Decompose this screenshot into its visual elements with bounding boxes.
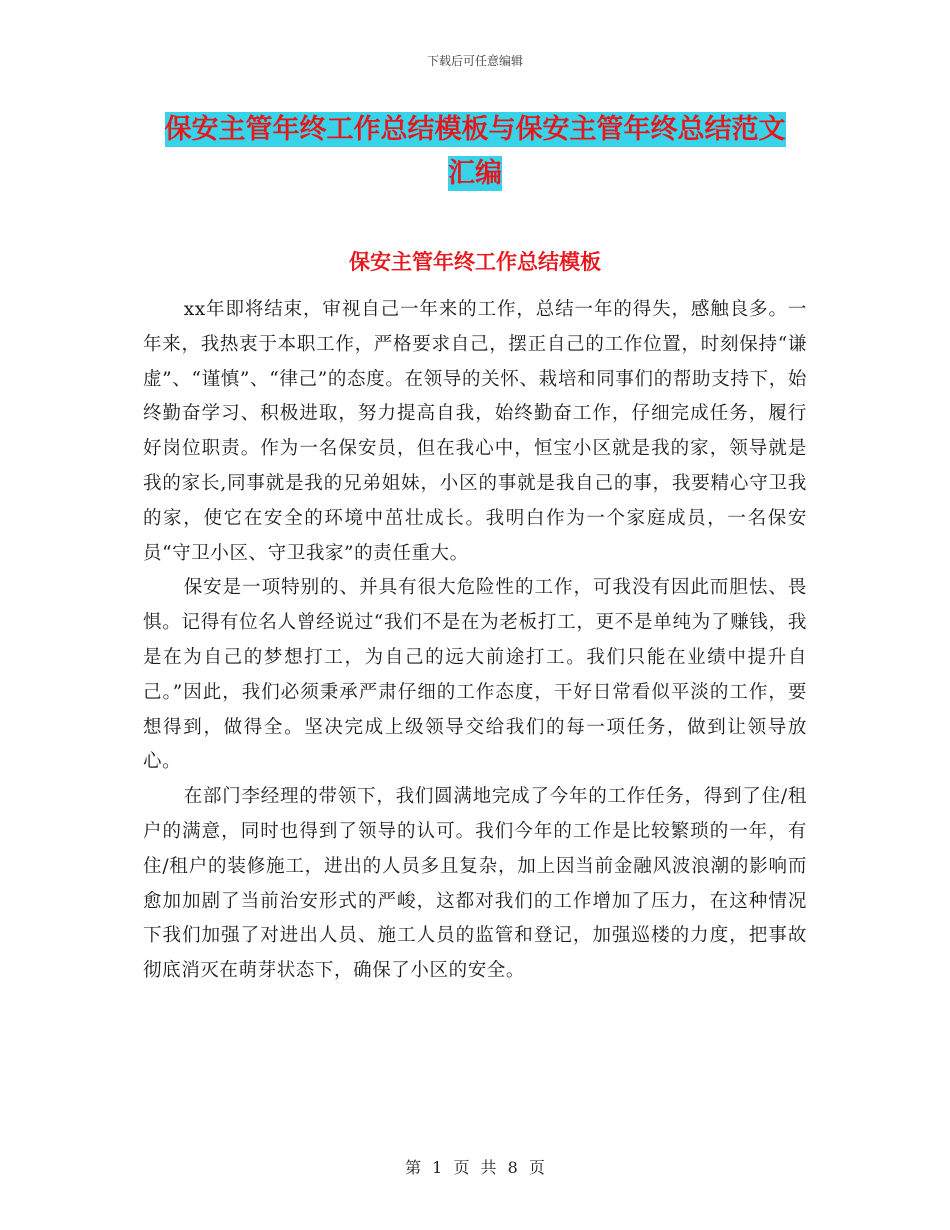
paragraph: 在部门李经理的带领下，我们圆满地完成了今年的工作任务，得到了住/租户的满意，同时也得到了领导的认可。我们今年的工作是比较繁琐的一年，有住/租户的装修施工，进出的人员多且复杂，加上因当前金融风波浪潮的影响而愈加加剧了当前治安形式的严峻，这都对我们的工作增加了压力，在这种情况下我们加强了对进出人员、施工人员的监管和登记，加强巡楼的力度，把事故彻底消灭在萌芽状态下，确保了小区的安全。 — [143, 786, 807, 982]
header-note: 下载后可任意编辑 — [426, 54, 523, 68]
document-title-line1: 保安主管年终工作总结模板与保安主管年终总结范文 — [164, 114, 786, 145]
document-title-line2: 汇编 — [448, 158, 502, 189]
document-title — [140, 108, 810, 196]
section-title: 保安主管年终工作总结模板 — [349, 250, 601, 274]
paragraph: xx年即将结束，审视自己一年来的工作，总结一年的得失，感触良多。一年来，我热衷于本职工作，严格要求自己，摆正自己的工作位置，时刻保持“谦虚”、“谨慎”、“律己”的态度。在领导的关怀、栽培和同事们的帮助支持下，始终勤奋学习、积极进取，努力提高自我，始终勤奋工作，仔细完成任务，履行好岗位职责。作为一名保安员，但在我心中，恒宝小区就是我的家，领导就是我的家长,同事就是我的兄弟姐妹，小区的事就是我自己的事，我要精心守卫我的家，使它在安全的环境中茁壮成长。我明白作为一个家庭成员，一名保安员“守卫小区、守卫我家”的责任重大。 — [143, 299, 807, 564]
body-text — [143, 293, 807, 989]
paragraph: 保安是一项特别的、并具有很大危险性的工作，可我没有因此而胆怯、畏惧。记得有位名人曾经说过“我们不是在为老板打工，更不是单纯为了赚钱，我是在为自己的梦想打工，为自己的远大前途打工。我们只能在业绩中提升自己。”因此，我们必须秉承严肃仔细的工作态度，干好日常看似平淡的工作，要想得到，做得全。坚决完成上级领导交给我们的每一项任务，做到让领导放心。 — [143, 577, 807, 773]
page-footer: 第 1 页 共 8 页 — [405, 1158, 545, 1177]
